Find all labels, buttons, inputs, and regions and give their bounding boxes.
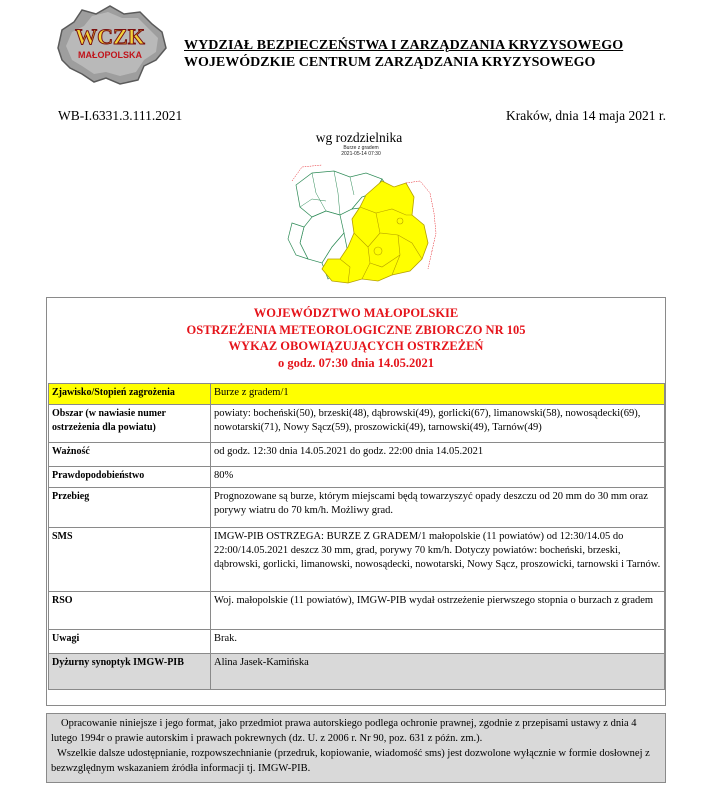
table-row [49,384,665,405]
warning-table [48,383,665,690]
table-row [49,405,665,443]
warning-box [46,297,666,706]
row-value: Brak. [211,630,665,654]
copyright-paragraph-1: Opracowanie niniejsze i jego format, jako przedmiot prawa autorskiego podlega ochronie prawnej, zgodnie z przepisami ustawy z dnia 4 lutego 1994r o prawie autorskim i prawach pokrewnych (dz. U. z 2006 r. Nr 90, poz. 631 z późn. zm.). [51,718,637,744]
table-row [49,488,665,528]
heading-voivodeship: WOJEWÓDZTWO MAŁOPOLSKIE [253,306,459,320]
row-label: Ważność [49,443,211,467]
table-row [49,592,665,630]
table-row [49,467,665,488]
row-label: SMS [49,528,211,592]
copyright-note [46,713,666,783]
row-value: IMGW-PIB OSTRZEGA: BURZE Z GRADEM/1 małopolskie (11 powiatów) od 12:30/14.05 do 22:00/14.05.2021 deszcz 30 mm, grad, porywy 70 km/h. Dotyczy powiatów: bocheński, brzeski, dąbrowski, gorlicki, limanowski, nowosądecki, nowotarski, Nowy Sącz, proszowicki, tarnowski i Tarnów. [211,528,665,592]
row-value: 80% [211,467,665,488]
warning-map [282,163,442,295]
heading-list-title: WYKAZ OBOWIĄZUJĄCYCH OSTRZEŻEŃ [228,339,484,353]
row-value: Prognozowane są burze, którym miejscami będą towarzyszyć opady deszczu od 20 mm do 30 mm oraz porywy wiatru do 70 km/h. Możliwy grad. [211,488,665,528]
map-caption [331,145,391,157]
heading-warnings-number: OSTRZEŻENIA METEOROLOGICZNE ZBIORCZO NR 105 [186,322,526,337]
row-label: Obszar (w nawiasie numer ostrzeżenia dla powiatu) [49,405,211,443]
row-label: Dyżurny synoptyk IMGW-PIB [49,654,211,690]
row-label: Przebieg [49,488,211,528]
heading-time: o godz. 07:30 dnia 14.05.2021 [278,355,434,370]
row-value: Alina Jasek-Kamińska [211,654,665,690]
row-label: Zjawisko/Stopień zagrożenia [49,384,211,405]
copyright-paragraph-2: Wszelkie dalsze udostępnianie, rozpowszechnianie (przedruk, kopiowanie, wiadomość sms) jest dozwolone wyłącznie w formie dosłownej z bezwzględnym wskazaniem źródła informacji tj. IMGW-PIB. [51,748,650,774]
table-row [49,528,665,592]
place-date: Kraków, dnia 14 maja 2021 r. [506,108,666,123]
wczk-logo [52,2,170,88]
row-value: Woj. małopolskie (11 powiatów), IMGW-PIB wydał ostrzeżenie pierwszego stopnia o burzach z gradem [211,592,665,630]
row-value: od godz. 12:30 dnia 14.05.2021 do godz. 22:00 dnia 14.05.2021 [211,443,665,467]
distribution-note: wg rozdzielnika [315,130,403,145]
row-label: RSO [49,592,211,630]
table-row [49,443,665,467]
map-title: Burze z gradem [343,145,379,151]
row-label: Uwagi [49,630,211,654]
logo-text-main: WCZK [75,24,145,49]
warning-heading [47,305,665,371]
map-timestamp: 2021-05-14 07:30 [341,151,381,157]
logo-text-sub: MAŁOPOLSKA [78,50,142,60]
table-row [49,630,665,654]
row-label: Prawdopodobieństwo [49,467,211,488]
table-row [49,654,665,690]
row-value: powiaty: bocheński(50), brzeski(48), dąbrowski(49), gorlicki(67), limanowski(58), nowosądecki(69), nowotarski(71), Nowy Sącz(59), proszowicki(49), tarnowski(49), Tarnów(49) [211,405,665,443]
org-name-line2: WOJEWÓDZKIE CENTRUM ZARZĄDZANIA KRYZYSOWEGO [184,55,596,70]
org-name-line1: WYDZIAŁ BEZPIECZEŃSTWA I ZARZĄDZANIA KRYZYSOWEGO [184,38,624,53]
row-value: Burze z gradem/1 [211,384,665,405]
document-number: WB-I.6331.3.111.2021 [58,108,183,123]
